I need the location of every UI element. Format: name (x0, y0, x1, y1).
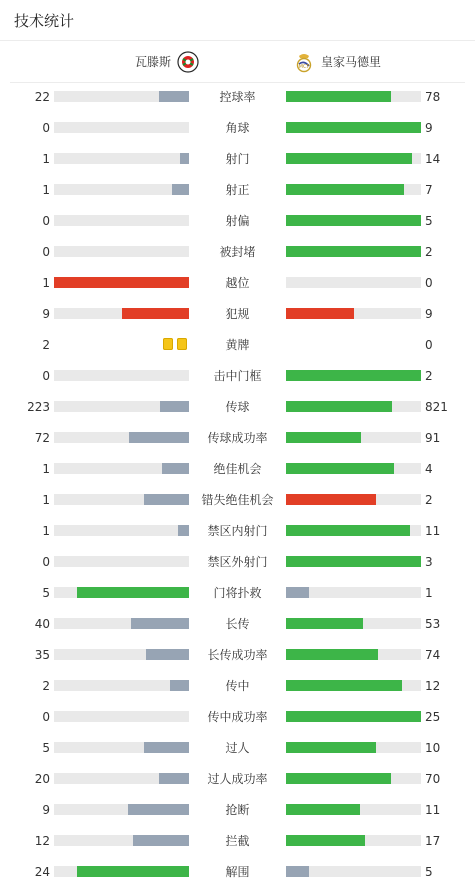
away-bar-fill (286, 804, 360, 815)
home-value: 1 (42, 276, 50, 290)
stat-label: 控球率 (219, 90, 256, 104)
away-value: 14 (425, 152, 441, 166)
team-header (10, 41, 465, 83)
home-bar (54, 122, 189, 133)
home-bar (54, 277, 189, 288)
home-bar (54, 773, 189, 784)
away-bar-fill (286, 618, 363, 629)
home-bar-fill (77, 587, 189, 598)
stat-label: 门将扑救 (213, 586, 262, 600)
home-bar (54, 401, 189, 412)
home-value: 1 (42, 524, 50, 538)
title-bar (0, 0, 475, 41)
away-bar (286, 587, 421, 598)
away-value: 9 (425, 121, 433, 135)
page-title: 技术统计 (14, 12, 75, 30)
away-bar-fill (286, 122, 421, 133)
away-value: 2 (425, 493, 433, 507)
away-bar-fill (286, 835, 365, 846)
stat-label: 角球 (225, 121, 250, 135)
stat-label: 射正 (225, 183, 250, 197)
home-value: 12 (34, 834, 50, 848)
home-value: 72 (34, 431, 50, 445)
away-bar-fill (286, 401, 392, 412)
stat-label: 禁区外射门 (207, 555, 268, 569)
yellow-cards (163, 338, 187, 350)
home-bar (54, 711, 189, 722)
home-value: 223 (27, 400, 50, 414)
away-value: 7 (425, 183, 433, 197)
stat-label: 传中成功率 (207, 710, 268, 724)
away-bar (286, 556, 421, 567)
stat-row (0, 763, 475, 794)
home-value: 9 (42, 307, 50, 321)
stat-row (0, 143, 475, 174)
away-value: 3 (425, 555, 433, 569)
home-value: 2 (42, 679, 50, 693)
stat-label: 禁区内射门 (207, 524, 268, 538)
home-bar (54, 215, 189, 226)
home-bar-fill (122, 308, 190, 319)
home-bar (54, 153, 189, 164)
home-value: 1 (42, 462, 50, 476)
stat-row (0, 732, 475, 763)
stat-row (0, 205, 475, 236)
away-bar (286, 835, 421, 846)
home-value: 1 (42, 493, 50, 507)
stat-label: 黄牌 (225, 338, 250, 352)
away-bar-fill (286, 742, 376, 753)
stat-label: 传中 (225, 679, 250, 693)
away-bar-fill (286, 556, 421, 567)
stat-label: 抢断 (225, 803, 250, 817)
stat-row (0, 608, 475, 639)
stat-row (0, 453, 475, 484)
home-bar-fill (170, 680, 189, 691)
stat-label: 长传成功率 (207, 648, 268, 662)
away-bar-fill (286, 153, 412, 164)
away-value: 0 (425, 338, 433, 352)
home-bar (54, 525, 189, 536)
home-value: 24 (34, 865, 50, 879)
home-bar (54, 91, 189, 102)
stat-row (0, 329, 475, 360)
stat-row (0, 639, 475, 670)
away-value: 4 (425, 462, 433, 476)
away-value: 10 (425, 741, 441, 755)
svg-text:MCF: MCF (298, 63, 310, 70)
stat-label: 被封堵 (219, 245, 256, 259)
home-bar-fill (178, 525, 189, 536)
away-bar-fill (286, 308, 354, 319)
away-bar-fill (286, 525, 410, 536)
stat-row (0, 484, 475, 515)
home-bar (54, 649, 189, 660)
away-bar-fill (286, 649, 378, 660)
home-bar (54, 184, 189, 195)
away-bar-fill (286, 432, 361, 443)
away-team-name: 皇家马德里 (321, 55, 382, 69)
home-value: 0 (42, 245, 50, 259)
away-bar (286, 215, 421, 226)
away-bar (286, 649, 421, 660)
stat-label: 犯规 (225, 307, 250, 321)
stat-label: 拦截 (225, 834, 250, 848)
away-bar-fill (286, 587, 309, 598)
away-value: 74 (425, 648, 441, 662)
away-team[interactable] (293, 41, 381, 82)
away-bar-fill (286, 463, 394, 474)
home-team-crest-icon (177, 51, 199, 73)
home-bar (54, 556, 189, 567)
stat-row (0, 236, 475, 267)
home-value: 5 (42, 586, 50, 600)
home-value: 9 (42, 803, 50, 817)
home-bar-fill (159, 91, 189, 102)
away-bar (286, 122, 421, 133)
home-value: 0 (42, 555, 50, 569)
away-value: 53 (425, 617, 441, 631)
stat-label: 绝佳机会 (213, 462, 262, 476)
away-value: 91 (425, 431, 441, 445)
home-bar-fill (160, 401, 189, 412)
stat-label: 越位 (225, 276, 250, 290)
home-value: 5 (42, 741, 50, 755)
stat-label: 射偏 (225, 214, 250, 228)
away-value: 9 (425, 307, 433, 321)
away-bar (286, 370, 421, 381)
away-bar (286, 91, 421, 102)
away-bar-fill (286, 91, 391, 102)
away-value: 2 (425, 245, 433, 259)
away-value: 0 (425, 276, 433, 290)
home-value: 1 (42, 152, 50, 166)
home-bar (54, 804, 189, 815)
home-bar (54, 866, 189, 877)
away-bar-fill (286, 370, 421, 381)
home-value: 0 (42, 710, 50, 724)
away-bar-fill (286, 773, 391, 784)
home-bar-fill (146, 649, 189, 660)
yellow-card-icon (163, 338, 173, 350)
away-bar (286, 153, 421, 164)
home-team[interactable] (135, 41, 199, 82)
away-value: 2 (425, 369, 433, 383)
stat-label: 过人成功率 (207, 772, 268, 786)
away-bar-fill (286, 680, 402, 691)
stat-row (0, 422, 475, 453)
home-bar (54, 680, 189, 691)
away-bar (286, 401, 421, 412)
away-value: 11 (425, 803, 441, 817)
away-value: 17 (425, 834, 441, 848)
home-bar-fill (159, 773, 189, 784)
home-bar-fill (180, 153, 189, 164)
away-value: 11 (425, 524, 441, 538)
home-bar (54, 494, 189, 505)
home-bar-fill (77, 866, 189, 877)
home-bar (54, 618, 189, 629)
away-bar (286, 308, 421, 319)
away-value: 25 (425, 710, 441, 724)
away-value: 12 (425, 679, 441, 693)
home-value: 0 (42, 121, 50, 135)
away-value: 821 (425, 400, 448, 414)
away-bar-fill (286, 711, 421, 722)
away-bar (286, 463, 421, 474)
stat-row (0, 267, 475, 298)
away-team-crest-icon (293, 51, 315, 73)
home-bar-fill (54, 277, 189, 288)
stat-row (0, 360, 475, 391)
home-value: 22 (34, 90, 50, 104)
home-bar (54, 742, 189, 753)
away-bar (286, 432, 421, 443)
away-bar (286, 184, 421, 195)
home-bar (54, 587, 189, 598)
stat-label: 解围 (225, 865, 250, 879)
stat-row (0, 794, 475, 825)
home-team-name: 瓦滕斯 (135, 55, 172, 69)
away-bar (286, 277, 421, 288)
home-value: 35 (34, 648, 50, 662)
away-value: 78 (425, 90, 441, 104)
away-value: 70 (425, 772, 441, 786)
home-value: 1 (42, 183, 50, 197)
away-bar (286, 711, 421, 722)
home-bar-fill (131, 618, 189, 629)
home-value: 40 (34, 617, 50, 631)
away-bar-fill (286, 246, 421, 257)
away-bar-fill (286, 494, 376, 505)
home-bar (54, 370, 189, 381)
stat-label: 击中门框 (213, 369, 262, 383)
away-bar (286, 804, 421, 815)
stat-label: 长传 (225, 617, 250, 631)
stat-row (0, 174, 475, 205)
home-bar-fill (162, 463, 189, 474)
home-bar (54, 463, 189, 474)
home-bar-fill (172, 184, 189, 195)
stat-label: 射门 (225, 152, 250, 166)
home-bar-fill (129, 432, 189, 443)
home-bar-fill (144, 494, 189, 505)
away-bar (286, 618, 421, 629)
stat-row (0, 701, 475, 732)
stat-row (0, 856, 475, 887)
home-bar-fill (144, 742, 189, 753)
away-bar (286, 680, 421, 691)
away-value: 5 (425, 214, 433, 228)
stats-list (0, 81, 475, 887)
home-value: 20 (34, 772, 50, 786)
stat-row (0, 546, 475, 577)
stat-row (0, 670, 475, 701)
away-bar (286, 773, 421, 784)
stat-row (0, 112, 475, 143)
away-bar (286, 494, 421, 505)
away-bar-fill (286, 184, 404, 195)
home-value: 0 (42, 369, 50, 383)
stat-row (0, 81, 475, 112)
home-value: 0 (42, 214, 50, 228)
home-bar (54, 246, 189, 257)
stat-row (0, 515, 475, 546)
stat-label: 错失绝佳机会 (201, 493, 274, 507)
home-value: 2 (42, 338, 50, 352)
stat-row (0, 298, 475, 329)
home-bar-fill (128, 804, 189, 815)
home-bar (54, 835, 189, 846)
away-bar (286, 246, 421, 257)
away-bar-fill (286, 866, 309, 877)
stat-row (0, 825, 475, 856)
stat-label: 传球成功率 (207, 431, 268, 445)
away-bar (286, 525, 421, 536)
stat-row (0, 577, 475, 608)
away-bar-fill (286, 215, 421, 226)
stat-label: 过人 (225, 741, 250, 755)
away-bar (286, 866, 421, 877)
stat-label: 传球 (225, 400, 250, 414)
away-value: 5 (425, 865, 433, 879)
away-bar (286, 742, 421, 753)
away-value: 1 (425, 586, 433, 600)
home-bar-fill (133, 835, 189, 846)
stat-row (0, 391, 475, 422)
home-bar (54, 308, 189, 319)
home-bar (54, 432, 189, 443)
yellow-card-icon (177, 338, 187, 350)
